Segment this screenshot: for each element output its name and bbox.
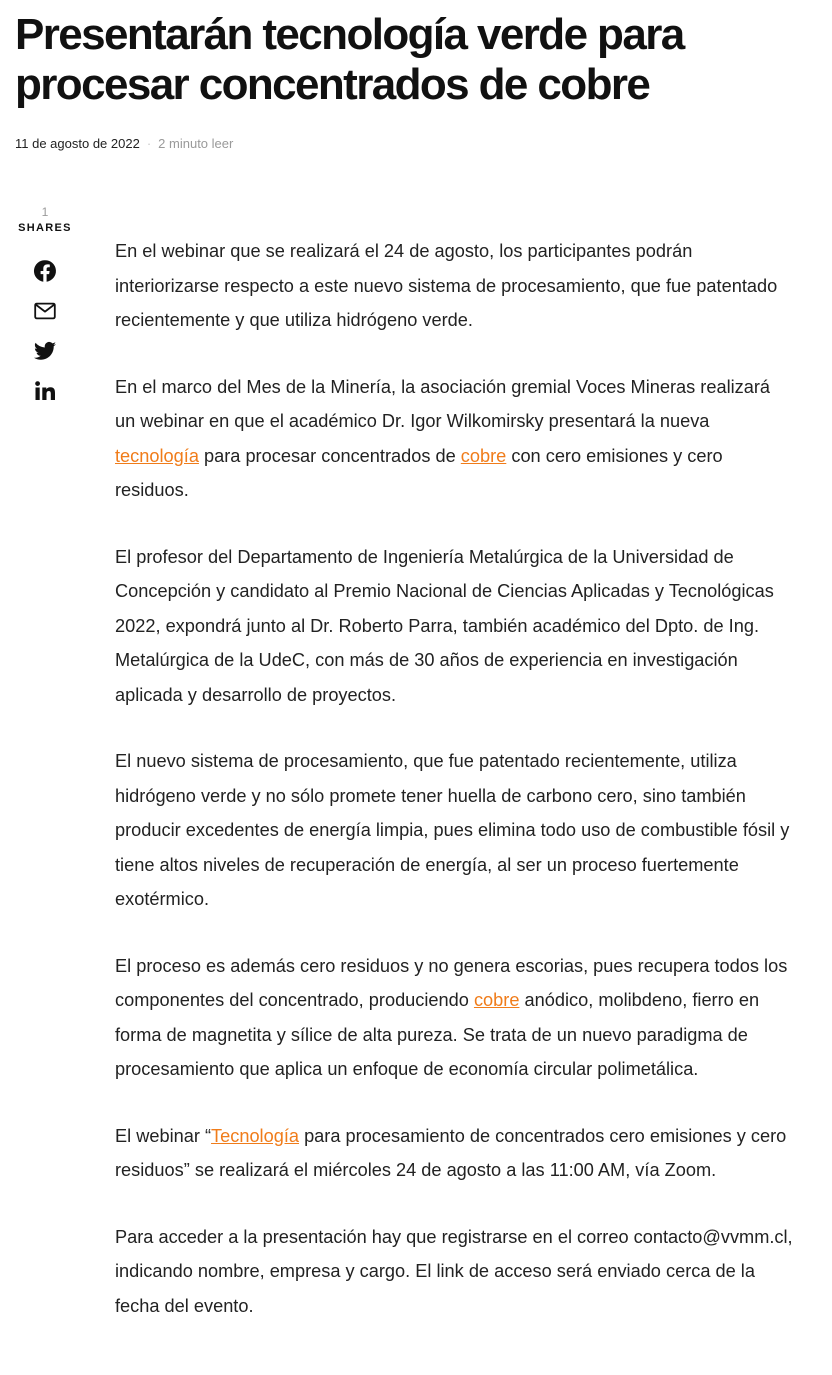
share-facebook-button[interactable] [31,259,59,287]
link-cobre[interactable]: cobre [473,990,520,1010]
paragraph-5 [115,949,795,1087]
paragraph-text: anódico, molibdeno, fierro en forma de magnetita y sílice de alta pureza. Se trata de un nuevo paradigma de procesamiento que aplica un enfoque de economía circular polimetálica. [115,990,760,1079]
link-tecnologia[interactable]: tecnología [115,445,199,466]
paragraph-3: El profesor del Departamento de Ingeniería Metalúrgica de la Universidad de Concepción y candidato al Premio Nacional de Ciencias Aplicadas y Tecnológicas 2022, expondrá junto al Dr. Roberto Parra, también académico del Dpto. de Ing. Metalúrgica de la UdeC, con más de 30 años de experiencia en investigación aplicada y desarrollo de proyectos. [115,546,774,705]
link-tecnologia[interactable]: Tecnología [211,1125,300,1146]
article-meta [15,135,233,153]
facebook-icon [33,259,57,283]
paragraph-text: En el marco del Mes de la Minería, la asociación gremial Voces Mineras realizará un webinar en que el académico Dr. Igor Wilkomirsky presentará la nueva [115,376,771,431]
link-cobre[interactable]: cobre [460,445,507,466]
meta-separator: · [146,136,152,151]
article-body [115,234,795,1355]
article-title: Presentarán tecnología verde para procesar concentrados de cobre [15,10,684,109]
share-count: 1 [41,205,49,219]
paragraph-2 [115,370,795,508]
paragraph-intro: En el webinar que se realizará el 24 de agosto, los participantes podrán interiorizarse respecto a este nuevo sistema de procesamiento, que fue patentado recientemente y que utiliza hidrógeno verde. [115,241,778,330]
share-bar [15,205,75,407]
paragraph-4: El nuevo sistema de procesamiento, que fue patentado recientemente, utiliza hidrógeno verde y no sólo promete tener huella de carbono cero, sino también producir excedentes de energía limpia, pues elimina todo uso de combustible fósil y tiene altos niveles de recuperación de energía, al ser un proceso fuertemente exotérmico. [115,751,790,909]
paragraph-7: Para acceder a la presentación hay que registrarse en el correo contacto@vvmm.cl, indicando nombre, empresa y cargo. El link de acceso será enviado cerca de la fecha del evento. [115,1226,793,1316]
paragraph-text: para procesar concentrados de [198,445,461,466]
linkedin-icon [33,379,57,403]
publish-date[interactable]: 11 de agosto de 2022 [15,136,140,151]
share-twitter-button[interactable] [31,339,59,367]
twitter-icon [33,339,57,363]
share-linkedin-button[interactable] [31,379,59,407]
paragraph-text: para procesamiento de concentrados cero emisiones y cero residuos” se realizará el miércoles 24 de agosto a las 11:00 AM, vía Zoom. [115,1125,787,1180]
read-time: 2 minuto leer [158,136,234,151]
paragraph-text: El proceso es además cero residuos y no genera escorias, pues recupera todos los componentes del concentrado, produciendo [115,955,788,1010]
share-label: SHARES [18,222,72,234]
paragraph-text: El webinar “ [115,1125,212,1146]
share-email-button[interactable] [31,299,59,327]
paragraph-text: con cero emisiones y cero residuos. [115,445,723,500]
mail-icon [33,299,57,323]
paragraph-6 [115,1119,795,1188]
